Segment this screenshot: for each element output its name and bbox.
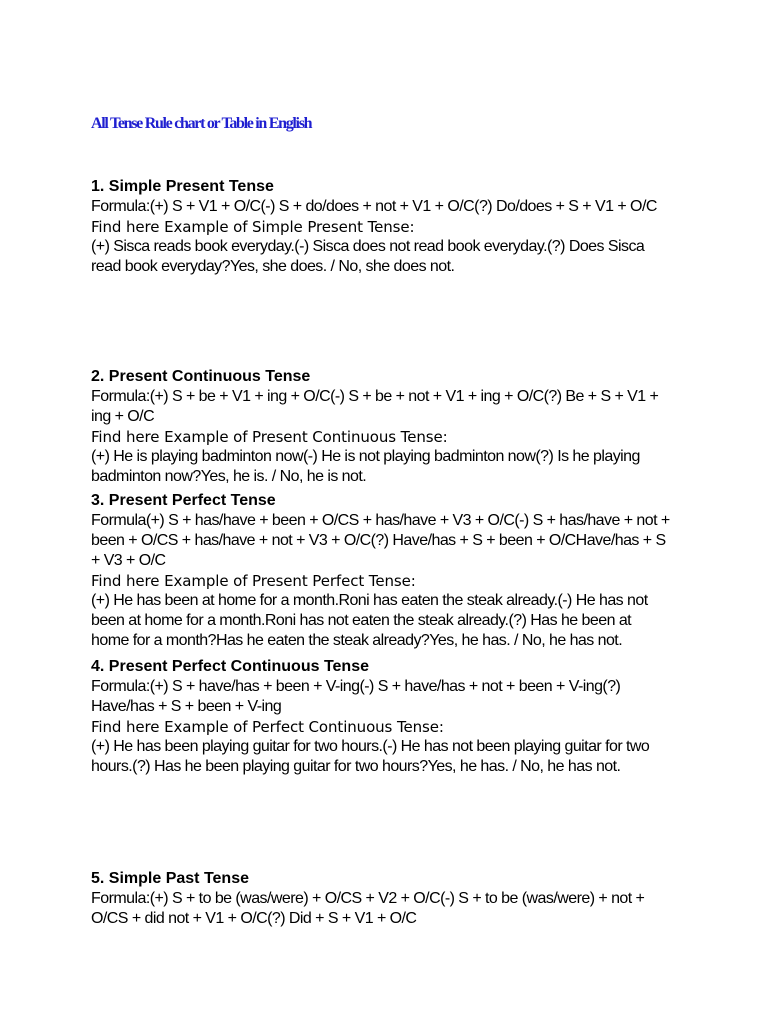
example-text: (+) Sisca reads book everyday.(-) Sisca does not read book everyday.(?) Does Sisca read book everyday?Yes, she does. / No, she does not.: [91, 238, 645, 275]
document-title: All Tense Rule chart or Table in English: [91, 115, 312, 132]
section-present-perfect-continuous: [91, 657, 671, 777]
section-simple-present: [91, 177, 671, 277]
example-label: Find here Example of Present Continuous Tense:: [91, 428, 448, 446]
section-heading: 5. Simple Past Tense: [91, 870, 249, 887]
section-formula: Formula:(+) S + be + V1 + ing + O/C(-) S + be + not + V1 + ing + O/C(?) Be + S + V1 + ing + O/C: [91, 388, 659, 425]
example-text: (+) He has been playing guitar for two hours.(-) He has not been playing guitar for two hours.(?) Has he been playing guitar for two hours?Yes, he has. / No, he has not.: [91, 738, 650, 775]
section-heading: 3. Present Perfect Tense: [91, 492, 276, 509]
section-formula: Formula:(+) S + to be (was/were) + O/CS + V2 + O/C(-) S + to be (was/were) + not + O/CS + did not + V1 + O/C(?) Did + S + V1 + O/C: [91, 890, 645, 927]
section-formula: Formula:(+) S + V1 + O/C(-) S + do/does + not + V1 + O/C(?) Do/does + S + V1 + O/C: [91, 198, 657, 215]
example-text: (+) He has been at home for a month.Roni has eaten the steak already.(-) He has not been at home for a month.Roni has not eaten the steak already.(?) Has he been at home for a month?Has he eaten the steak already?Yes, he has. / No, he has not.: [91, 592, 648, 649]
section-heading: 4. Present Perfect Continuous Tense: [91, 658, 369, 675]
section-simple-past: [91, 869, 671, 929]
example-text: (+) He is playing badminton now(-) He is not playing badminton now(?) Is he playing badminton now?Yes, he is. / No, he is not.: [91, 448, 640, 485]
example-label: Find here Example of Present Perfect Tense:: [91, 572, 416, 590]
section-formula: Formula(+) S + has/have + been + O/CS + has/have + V3 + O/C(-) S + has/have + not + been + O/CS + has/have + not + V3 + O/C(?) Have/has + S + been + O/CHave/has + S + V3 + O/C: [91, 512, 670, 569]
section-present-continuous: [91, 367, 671, 487]
section-heading: 2. Present Continuous Tense: [91, 368, 311, 385]
section-heading: 1. Simple Present Tense: [91, 178, 274, 195]
section-formula: Formula:(+) S + have/has + been + V-ing(-) S + have/has + not + been + V-ing(?) Have/has + S + been + V-ing: [91, 678, 621, 715]
section-present-perfect: [91, 491, 671, 651]
example-label: Find here Example of Perfect Continuous Tense:: [91, 718, 444, 736]
example-label: Find here Example of Simple Present Tense:: [91, 218, 415, 236]
